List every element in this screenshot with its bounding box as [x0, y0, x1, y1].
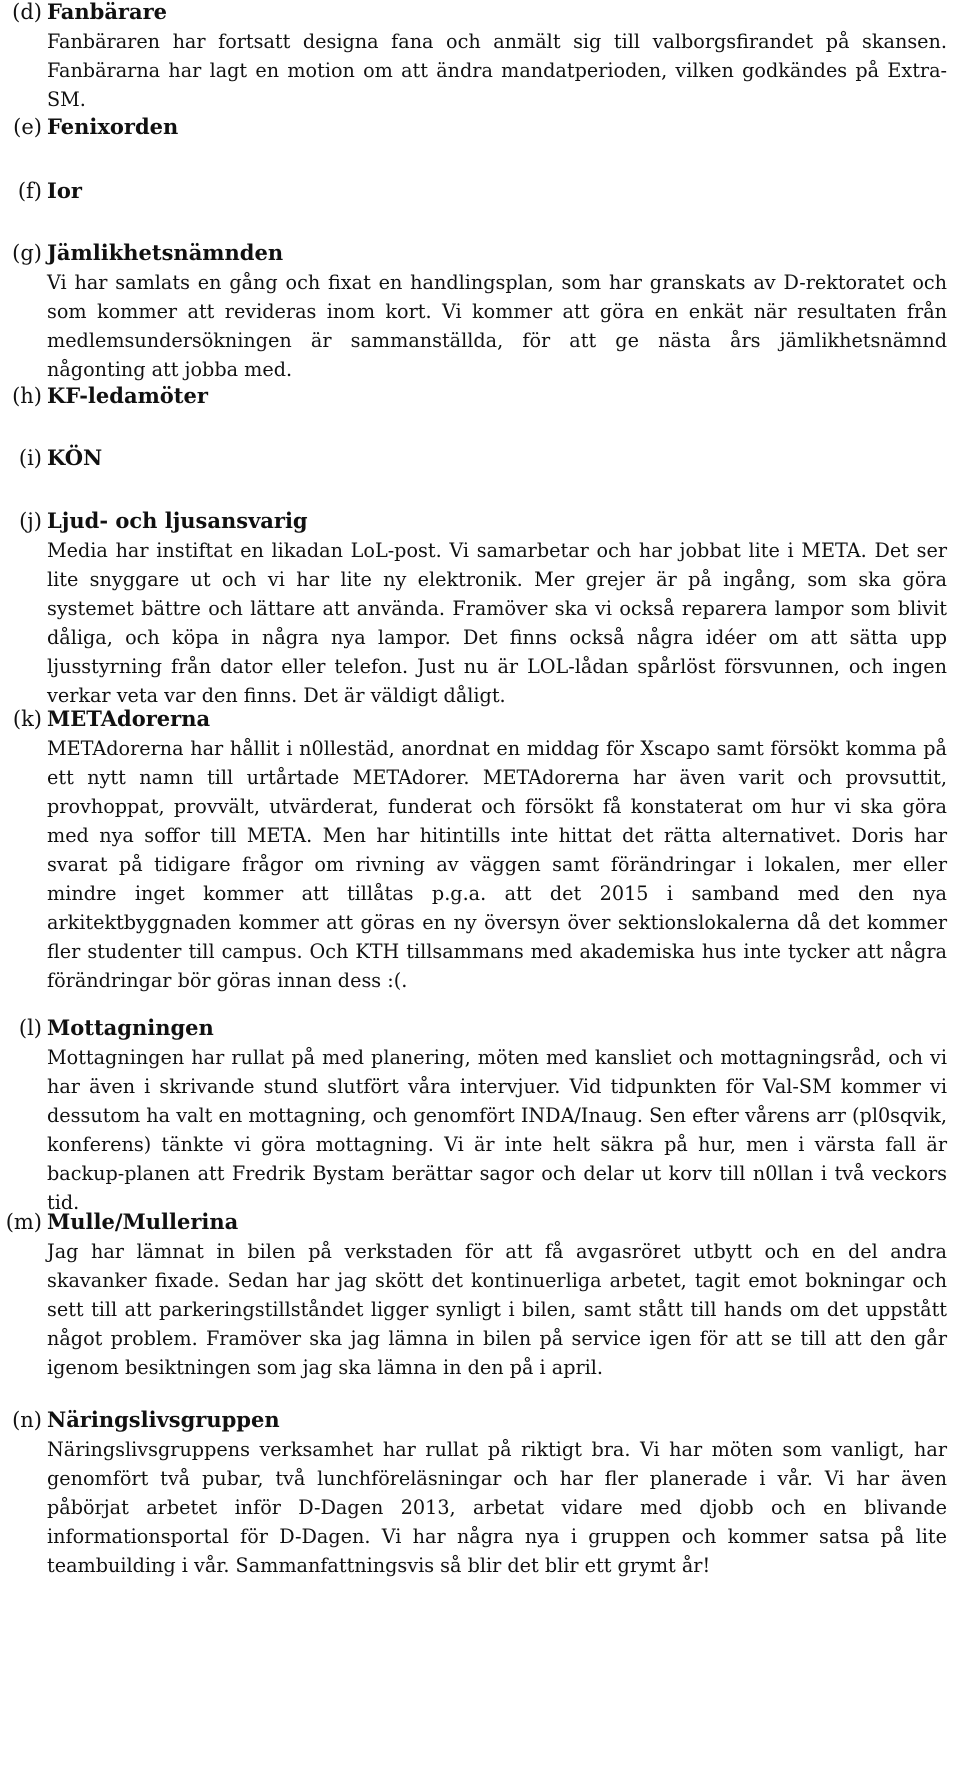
section-body: Mottagningen har rullat på med planering, möten med kansliet och mottagningsråd, och vi har även i skrivande stund slutfört våra intervjuer. Vid tidpunkten för Val-SM kommer vi dessutom ha valt en mottagning, och genomfört INDA/Inaug. Sen efter vårens arr (pl0sqvik, konferens) tänkte vi göra mottagning. Vi är inte helt säkra på hur, men i värsta fall är backup-planen att Fredrik Bystam berättar sagor och delar ut korv till n0llan i två veckors tid. — [47, 1046, 947, 1214]
section-marker: (k) — [12, 707, 42, 731]
section-marker: (n) — [12, 1408, 42, 1432]
section-marker: (g) — [12, 241, 42, 265]
section-marker: (d) — [12, 0, 42, 24]
section-body: Jag har lämnat in bilen på verkstaden för att få avgasröret utbytt och en del andra skavanker fixade. Sedan har jag skött det kontinuerliga arbetet, tagit emot bokningar och sett till att parkeringstillståndet ligger synligt i bilen, samt stått till hands om det uppstått något problem. Framöver ska jag lämna in bilen på service igen för att se till att den går igenom besiktningen som jag ska lämna in den på i april. — [47, 1240, 947, 1379]
section-marker: (f) — [17, 179, 42, 203]
section-title: KF-ledamöter — [47, 383, 208, 408]
section-body: Näringslivsgruppens verksamhet har rullat på riktigt bra. Vi har möten som vanligt, har genomfört två pubar, två lunchföreläsningar och har fler planerade i vår. Vi har även påbörjat arbetet inför D-Dagen 2013, arbetat vidare med djobb och en blivande informationsportal för D-Dagen. Vi har några nya i gruppen och kommer satsa på lite teambuilding i vår. Sammanfattningsvis så blir det blir ett grymt år! — [47, 1438, 947, 1577]
section-title: Fenixorden — [47, 114, 179, 139]
section-marker: (j) — [19, 509, 42, 533]
section-title: Jämlikhetsnämnden — [47, 240, 284, 265]
section-title: Ior — [47, 178, 82, 203]
section-title: Mulle/Mullerina — [47, 1209, 239, 1234]
section-marker: (m) — [5, 1210, 42, 1234]
section-body: Vi har samlats en gång och fixat en handlingsplan, som har granskats av D-rektoratet och som kommer att revideras inom kort. Vi kommer att göra en enkät när resultaten från medlemsundersökningen är sammanställda, för att ge nästa års jämlikhetsnämnd någonting att jobba med. — [47, 271, 947, 381]
section-title: Mottagningen — [47, 1015, 214, 1040]
section-marker: (e) — [13, 115, 42, 139]
section-title: METAdorerna — [47, 706, 211, 731]
section-marker: (l) — [18, 1016, 42, 1040]
section-marker: (h) — [12, 384, 42, 408]
section-marker: (i) — [18, 446, 42, 470]
section-title: Fanbärare — [47, 0, 168, 24]
section-body: Fanbäraren har fortsatt designa fana och anmält sig till valborgsfirandet på skansen. Fanbärarna har lagt en motion om att ändra mandatperioden, vilken godkändes på Extra-SM. — [47, 30, 947, 111]
section-title: KÖN — [47, 445, 103, 470]
section-title: Näringslivsgruppen — [47, 1407, 280, 1432]
section-body: Media har instiftat en likadan LoL-post. Vi samarbetar och har jobbat lite i META. Det ser lite snyggare ut och vi har lite ny elektronik. Mer grejer är på ingång, som ska göra systemet bättre och lättare att använda. Framöver ska vi också reparera lampor som blivit dåliga, och köpa in några nya lampor. Det finns också några idéer om att sätta upp ljusstyrning från dator eller telefon. Just nu är LOL-lådan spårlöst försvunnen, och ingen verkar veta var den finns. Det är väldigt dåligt. — [47, 539, 947, 707]
section-title: Ljud- och ljusansvarig — [47, 508, 308, 533]
section-body: METAdorerna har hållit i n0llestäd, anordnat en middag för Xscapo samt försökt komma på ett nytt namn till urtårtade METAdorer. METAdorerna har även varit och provsuttit, provhoppat, provvält, utvärderat, funderat och försökt få konstaterat om hur vi ska göra med nya soffor till META. Men har hitintills inte hittat det rätta alternativet. Doris har svarat på tidigare frågor om rivning av väggen samt förändringar i lokalen, mer eller mindre inget kommer att tillåtas p.g.a. att det 2015 i samband med den nya arkitektbyggnaden kommer att göras en ny översyn över sektionslokalerna då det kommer fler studenter till campus. Och KTH tillsammans med akademiska hus inte tycker att några förändringar bör göras innan dess :(. — [47, 737, 947, 992]
